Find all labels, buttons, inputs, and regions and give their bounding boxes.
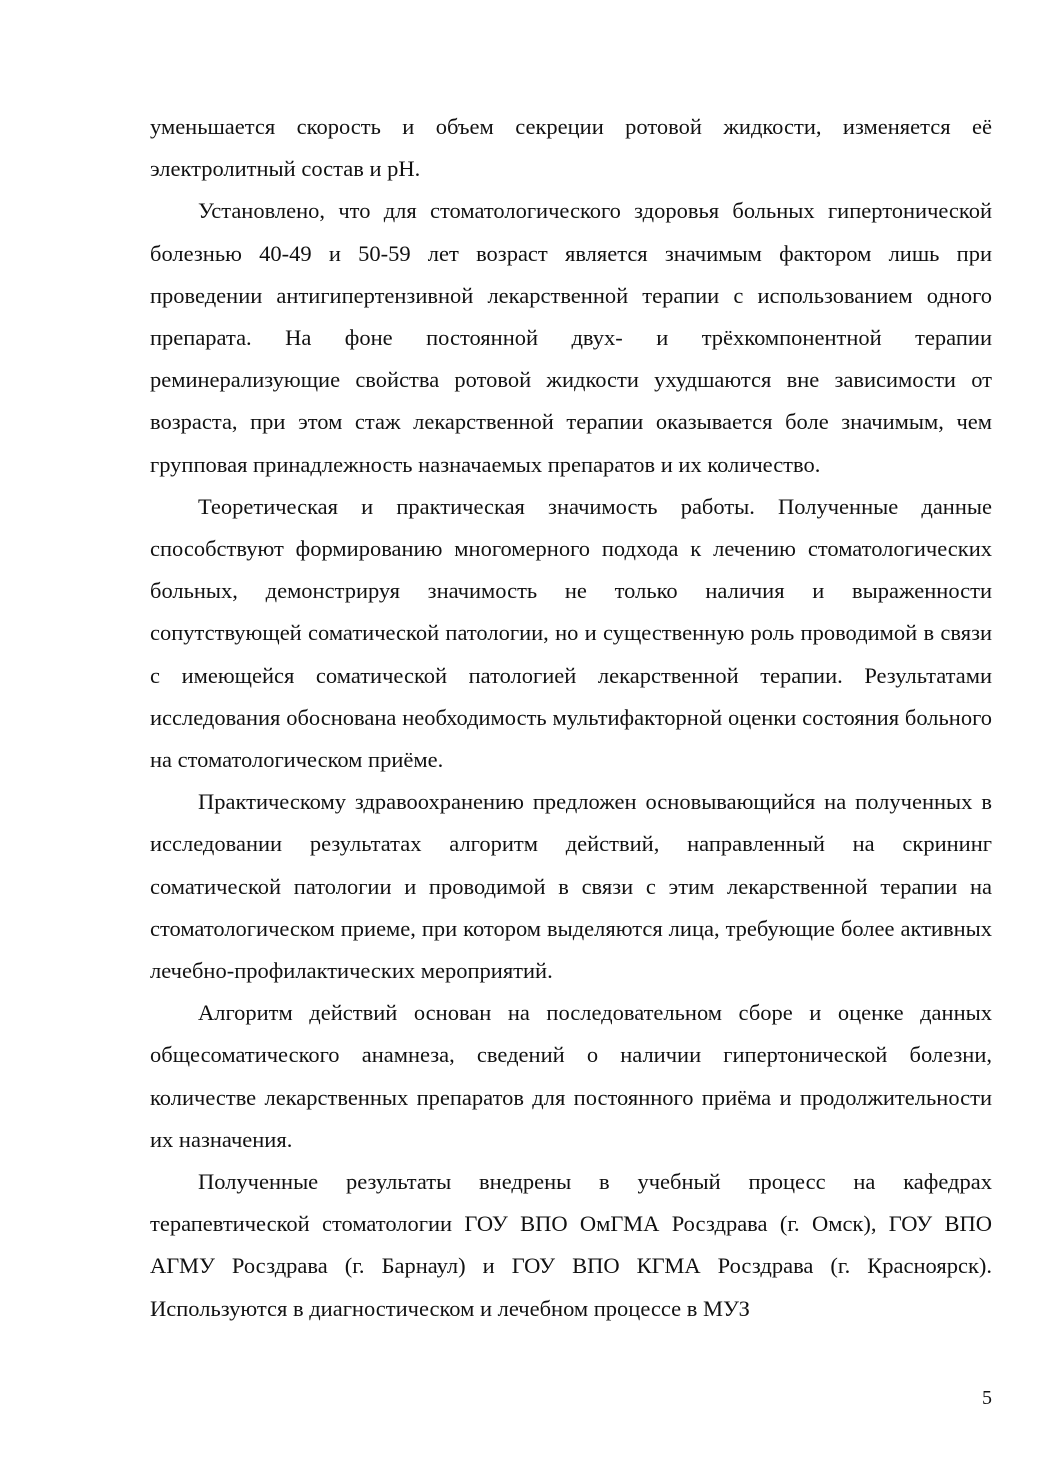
paragraph-continuation: уменьшается скорость и объем секреции ротовой жидкости, изменяется её электролитный состав и pH. xyxy=(150,114,992,182)
paragraph-implementation: Полученные результаты внедрены в учебный процесс на кафедрах терапевтической стоматологии ГОУ ВПО ОмГМА Росздрава (г. Омск), ГОУ ВПО АГМУ Росздрава (г. Барнаул) и ГОУ ВПО КГМА Росздрава (г. Красноярск). Используются в диагностическом и лечебном процессе в МУЗ xyxy=(150,1169,992,1321)
page-number: 5 xyxy=(982,1387,992,1409)
body-text xyxy=(150,106,992,1330)
paragraph-practical-health: Практическому здравоохранению предложен основывающийся на полученных в исследовании результатах алгоритм действий, направленный на скрининг соматической патологии и проводимой в связи с этим лекарственной терапии на стоматологическом приеме, при котором выделяются лица, требующие более активных лечебно-профилактических мероприятий. xyxy=(150,789,992,984)
paragraph-findings: Установлено, что для стоматологического здоровья больных гипертонической болезнью 40-49 и 50-59 лет возраст является значимым фактором лишь при проведении антигипертензивной лекарственной терапии с использованием одного препарата. На фоне постоянной двух- и трёхкомпонентной терапии реминерализующие свойства ротовой жидкости ухудшаются вне зависимости от возраста, при этом стаж лекарственной терапии оказывается боле значимым, чем групповая принадлежность назначаемых препаратов и их количество. xyxy=(150,198,992,477)
paragraph-algorithm: Алгоритм действий основан на последовательном сборе и оценке данных общесоматического анамнеза, сведений о наличии гипертонической болезни, количестве лекарственных препаратов для постоянного приёма и продолжительности их назначения. xyxy=(150,1000,992,1152)
paragraph-significance: Теоретическая и практическая значимость работы. Полученные данные способствуют формированию многомерного подхода к лечению стоматологических больных, демонстрируя значимость не только наличия и выраженности сопутствующей соматической патологии, но и существенную роль проводимой в связи с имеющейся соматической патологией лекарственной терапии. Результатами исследования обоснована необходимость мультифакторной оценки состояния больного на стоматологическом приёме. xyxy=(150,493,992,773)
